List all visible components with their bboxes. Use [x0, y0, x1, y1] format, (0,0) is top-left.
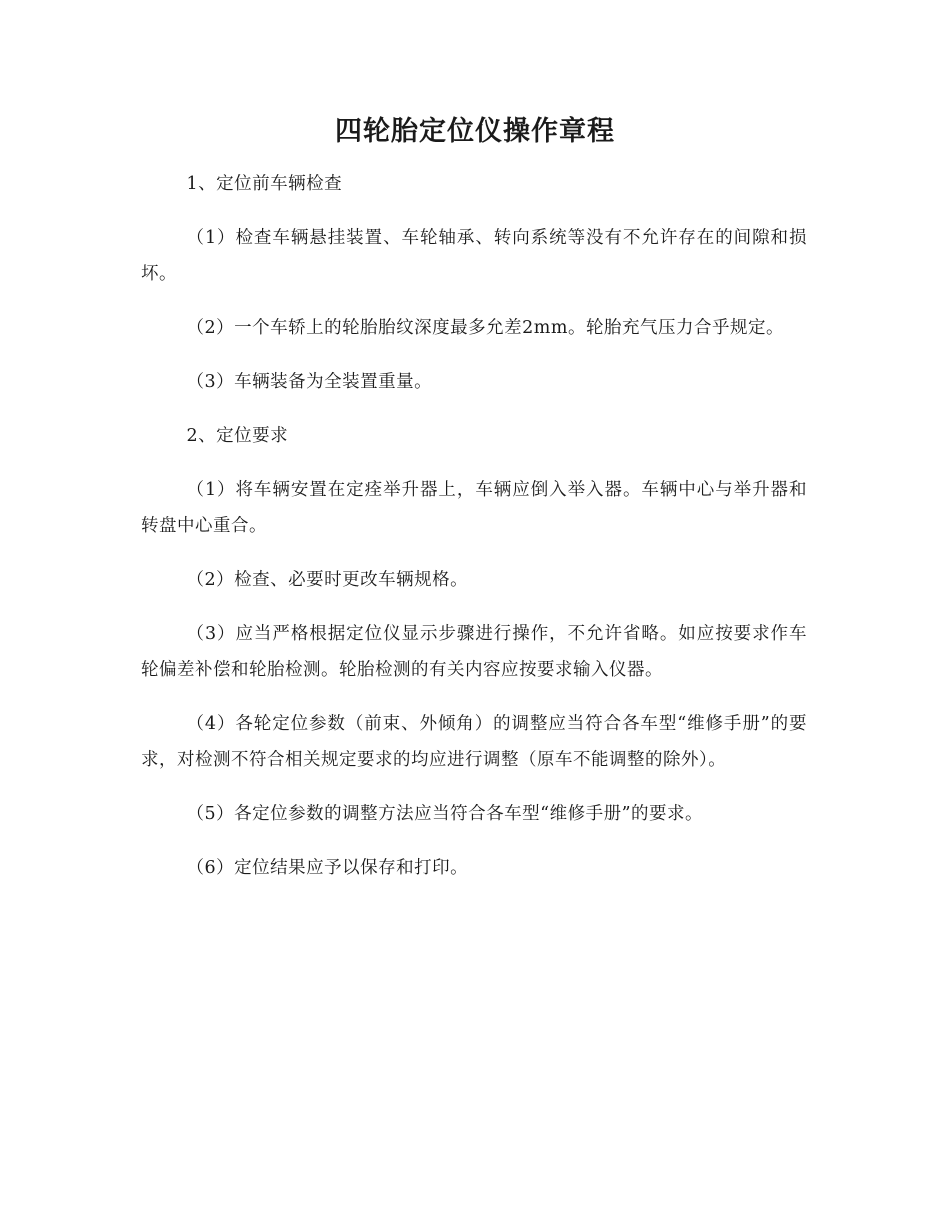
section2-item-5: （5）各定位参数的调整方法应当符合各车型“维修手册”的要求。 [186, 804, 704, 824]
section2-item-4: （4）各轮定位参数（前束、外倾角）的调整应当符合各车型“维修手册”的要求，对检测不符合相关规定要求的均应进行调整（原车不能调整的除外）。 [141, 714, 807, 770]
document-title: 四轮胎定位仪操作章程 [335, 116, 615, 147]
section1-item-3: （3）车辆装备为全装置重量。 [186, 372, 433, 392]
section2-item-1: （1）将车辆安置在定痊举升器上，车辆应倒入举入器。车辆中心与举升器和转盘中心重合。 [141, 480, 807, 536]
section1-item-2: （2）一个车轿上的轮胎胎纹深度最多允差2mm。轮胎充气压力合乎规定。 [186, 318, 784, 338]
section1-item-1: （1）检查车辆悬挂装置、车轮轴承、转向系统等没有不允许存在的间隙和损坏。 [141, 228, 807, 284]
document-body [141, 166, 807, 904]
section2-item-6: （6）定位结果应予以保存和打印。 [186, 858, 469, 878]
section-heading-1: 1、定位前车辆检查 [186, 174, 343, 194]
section2-item-2: （2）检查、必要时更改车辆规格。 [186, 570, 469, 590]
section-heading-2: 2、定位要求 [186, 426, 289, 446]
section2-item-3: （3）应当严格根据定位仪显示步骤进行操作，不允许省略。如应按要求作车轮偏差补偿和轮胎检测。轮胎检测的有关内容应按要求输入仪器。 [141, 624, 807, 680]
